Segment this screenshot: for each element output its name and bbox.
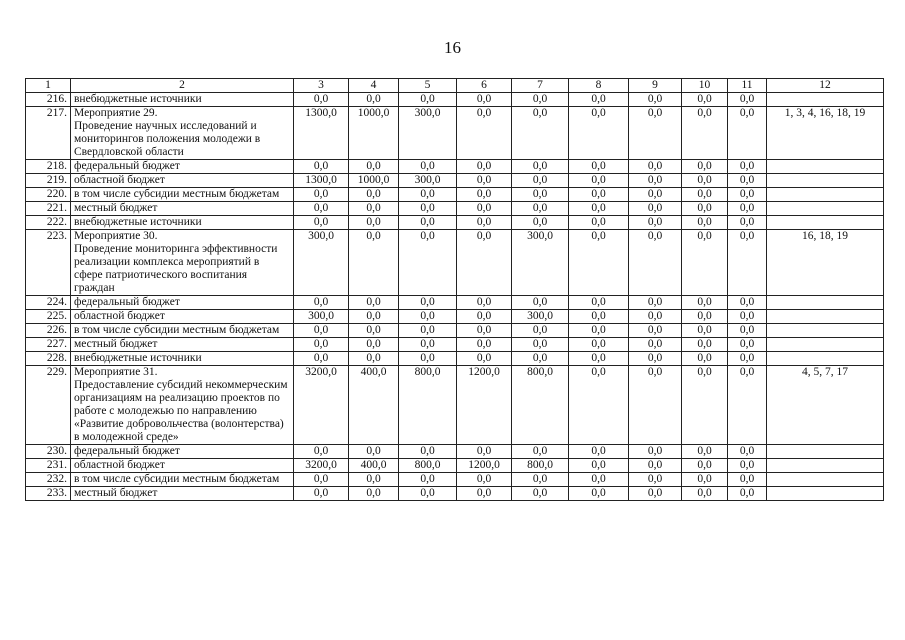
value-cell: 0,0 — [728, 459, 767, 473]
value-cell: 0,0 — [457, 352, 512, 366]
row-number: 220. — [26, 188, 71, 202]
table-body — [26, 79, 884, 501]
value-cell: 0,0 — [512, 202, 569, 216]
value-cell: 0,0 — [349, 216, 399, 230]
value-cell: 0,0 — [294, 216, 349, 230]
value-cell: 0,0 — [294, 296, 349, 310]
value-cell: 0,0 — [682, 366, 728, 445]
table-row — [26, 93, 884, 107]
value-cell: 0,0 — [399, 296, 457, 310]
value-cell: 0,0 — [512, 174, 569, 188]
value-cell: 0,0 — [682, 160, 728, 174]
value-cell: 0,0 — [569, 310, 629, 324]
value-cell: 0,0 — [512, 107, 569, 160]
value-cell: 800,0 — [512, 366, 569, 445]
value-cell: 0,0 — [629, 473, 682, 487]
value-cell: 0,0 — [294, 473, 349, 487]
header-cell: 7 — [512, 79, 569, 93]
value-cell: 0,0 — [728, 324, 767, 338]
value-cell: 0,0 — [682, 202, 728, 216]
row-number: 233. — [26, 487, 71, 501]
value-cell: 800,0 — [512, 459, 569, 473]
value-cell: 0,0 — [457, 473, 512, 487]
value-cell: 0,0 — [629, 188, 682, 202]
row-name: в том числе субсидии местным бюджетам — [71, 473, 294, 487]
target-indicators — [767, 352, 884, 366]
value-cell: 0,0 — [728, 93, 767, 107]
row-name: Мероприятие 31. Предоставление субсидий некоммерческим организациям на реализацию проектов по работе с молодежью по направлению «Развитие добровольчества (волонтерства) в молодежной среде» — [71, 366, 294, 445]
value-cell: 0,0 — [728, 338, 767, 352]
value-cell: 0,0 — [349, 487, 399, 501]
value-cell: 0,0 — [629, 216, 682, 230]
value-cell: 0,0 — [399, 310, 457, 324]
value-cell: 0,0 — [682, 459, 728, 473]
value-cell: 0,0 — [629, 352, 682, 366]
value-cell: 0,0 — [682, 93, 728, 107]
value-cell: 0,0 — [629, 107, 682, 160]
target-indicators: 4, 5, 7, 17 — [767, 366, 884, 445]
value-cell: 0,0 — [512, 445, 569, 459]
value-cell: 0,0 — [728, 296, 767, 310]
value-cell: 0,0 — [399, 216, 457, 230]
target-indicators — [767, 310, 884, 324]
row-number: 222. — [26, 216, 71, 230]
header-row — [26, 79, 884, 93]
value-cell: 0,0 — [457, 93, 512, 107]
value-cell: 0,0 — [569, 174, 629, 188]
row-name: внебюджетные источники — [71, 93, 294, 107]
row-number: 231. — [26, 459, 71, 473]
value-cell: 0,0 — [629, 202, 682, 216]
value-cell: 0,0 — [629, 174, 682, 188]
value-cell: 300,0 — [294, 230, 349, 296]
row-name: в том числе субсидии местным бюджетам — [71, 188, 294, 202]
value-cell: 0,0 — [629, 366, 682, 445]
value-cell: 300,0 — [399, 107, 457, 160]
table-row — [26, 188, 884, 202]
row-number: 229. — [26, 366, 71, 445]
value-cell: 0,0 — [682, 473, 728, 487]
value-cell: 0,0 — [512, 324, 569, 338]
value-cell: 0,0 — [457, 445, 512, 459]
value-cell: 0,0 — [569, 366, 629, 445]
value-cell: 0,0 — [728, 188, 767, 202]
value-cell: 0,0 — [457, 310, 512, 324]
value-cell: 0,0 — [457, 107, 512, 160]
value-cell: 0,0 — [682, 487, 728, 501]
value-cell: 0,0 — [728, 310, 767, 324]
row-name: федеральный бюджет — [71, 445, 294, 459]
value-cell: 300,0 — [399, 174, 457, 188]
page-number: 16 — [444, 38, 461, 57]
value-cell: 0,0 — [349, 310, 399, 324]
value-cell: 3200,0 — [294, 366, 349, 445]
header-cell: 3 — [294, 79, 349, 93]
row-name: внебюджетные источники — [71, 352, 294, 366]
row-number: 217. — [26, 107, 71, 160]
value-cell: 0,0 — [512, 188, 569, 202]
header-cell: 4 — [349, 79, 399, 93]
value-cell: 0,0 — [728, 160, 767, 174]
value-cell: 0,0 — [629, 445, 682, 459]
value-cell: 0,0 — [512, 296, 569, 310]
budget-table — [25, 78, 884, 501]
value-cell: 0,0 — [728, 202, 767, 216]
target-indicators — [767, 459, 884, 473]
value-cell: 0,0 — [294, 202, 349, 216]
value-cell: 0,0 — [457, 487, 512, 501]
value-cell: 0,0 — [294, 445, 349, 459]
value-cell: 0,0 — [728, 473, 767, 487]
value-cell: 0,0 — [512, 338, 569, 352]
value-cell: 0,0 — [349, 296, 399, 310]
target-indicators — [767, 473, 884, 487]
row-number: 221. — [26, 202, 71, 216]
value-cell: 0,0 — [399, 324, 457, 338]
value-cell: 0,0 — [512, 160, 569, 174]
value-cell: 0,0 — [682, 324, 728, 338]
value-cell: 0,0 — [399, 202, 457, 216]
table-row — [26, 324, 884, 338]
row-number: 228. — [26, 352, 71, 366]
value-cell: 0,0 — [457, 338, 512, 352]
value-cell: 0,0 — [629, 160, 682, 174]
value-cell: 0,0 — [682, 188, 728, 202]
header-cell: 6 — [457, 79, 512, 93]
value-cell: 0,0 — [629, 296, 682, 310]
value-cell: 0,0 — [682, 216, 728, 230]
target-indicators — [767, 338, 884, 352]
row-name: местный бюджет — [71, 202, 294, 216]
value-cell: 1000,0 — [349, 174, 399, 188]
value-cell: 0,0 — [349, 188, 399, 202]
value-cell: 400,0 — [349, 459, 399, 473]
value-cell: 400,0 — [349, 366, 399, 445]
value-cell: 0,0 — [629, 324, 682, 338]
value-cell: 0,0 — [728, 107, 767, 160]
value-cell: 0,0 — [457, 230, 512, 296]
row-name: областной бюджет — [71, 174, 294, 188]
row-name: Мероприятие 30. Проведение мониторинга эффективности реализации комплекса мероприятий в сфере патриотического воспитания граждан — [71, 230, 294, 296]
value-cell: 0,0 — [294, 338, 349, 352]
table-row — [26, 338, 884, 352]
value-cell: 0,0 — [294, 93, 349, 107]
target-indicators — [767, 487, 884, 501]
row-name: областной бюджет — [71, 310, 294, 324]
value-cell: 0,0 — [457, 188, 512, 202]
value-cell: 0,0 — [512, 352, 569, 366]
value-cell: 0,0 — [569, 202, 629, 216]
value-cell: 0,0 — [569, 473, 629, 487]
table-row — [26, 296, 884, 310]
target-indicators: 16, 18, 19 — [767, 230, 884, 296]
table-row — [26, 160, 884, 174]
table-row — [26, 202, 884, 216]
value-cell: 0,0 — [682, 174, 728, 188]
target-indicators — [767, 324, 884, 338]
value-cell: 3200,0 — [294, 459, 349, 473]
value-cell: 0,0 — [512, 93, 569, 107]
value-cell: 800,0 — [399, 366, 457, 445]
value-cell: 0,0 — [682, 338, 728, 352]
value-cell: 0,0 — [569, 487, 629, 501]
table-row — [26, 216, 884, 230]
target-indicators — [767, 202, 884, 216]
header-cell: 1 — [26, 79, 71, 93]
target-indicators — [767, 93, 884, 107]
value-cell: 0,0 — [682, 107, 728, 160]
value-cell: 300,0 — [512, 230, 569, 296]
value-cell: 0,0 — [457, 296, 512, 310]
table-row — [26, 174, 884, 188]
row-number: 218. — [26, 160, 71, 174]
value-cell: 0,0 — [629, 310, 682, 324]
row-name: федеральный бюджет — [71, 296, 294, 310]
value-cell: 800,0 — [399, 459, 457, 473]
value-cell: 0,0 — [569, 107, 629, 160]
value-cell: 0,0 — [629, 459, 682, 473]
value-cell: 0,0 — [457, 174, 512, 188]
value-cell: 0,0 — [349, 93, 399, 107]
row-name: внебюджетные источники — [71, 216, 294, 230]
value-cell: 0,0 — [399, 352, 457, 366]
value-cell: 0,0 — [569, 160, 629, 174]
value-cell: 0,0 — [399, 188, 457, 202]
target-indicators: 1, 3, 4, 16, 18, 19 — [767, 107, 884, 160]
value-cell: 0,0 — [512, 487, 569, 501]
value-cell: 0,0 — [512, 473, 569, 487]
value-cell: 0,0 — [399, 473, 457, 487]
value-cell: 0,0 — [629, 338, 682, 352]
header-cell: 5 — [399, 79, 457, 93]
row-number: 224. — [26, 296, 71, 310]
table-row — [26, 487, 884, 501]
value-cell: 0,0 — [399, 445, 457, 459]
value-cell: 0,0 — [569, 352, 629, 366]
value-cell: 0,0 — [569, 324, 629, 338]
value-cell: 0,0 — [294, 487, 349, 501]
header-cell: 11 — [728, 79, 767, 93]
value-cell: 0,0 — [728, 174, 767, 188]
value-cell: 0,0 — [457, 324, 512, 338]
table-row — [26, 352, 884, 366]
header-cell: 10 — [682, 79, 728, 93]
row-name: местный бюджет — [71, 338, 294, 352]
value-cell: 1200,0 — [457, 459, 512, 473]
target-indicators — [767, 188, 884, 202]
row-name: местный бюджет — [71, 487, 294, 501]
value-cell: 300,0 — [512, 310, 569, 324]
table-row — [26, 459, 884, 473]
value-cell: 0,0 — [512, 216, 569, 230]
value-cell: 0,0 — [294, 160, 349, 174]
target-indicators — [767, 445, 884, 459]
row-number: 216. — [26, 93, 71, 107]
value-cell: 1200,0 — [457, 366, 512, 445]
value-cell: 0,0 — [294, 324, 349, 338]
value-cell: 0,0 — [457, 216, 512, 230]
target-indicators — [767, 296, 884, 310]
value-cell: 0,0 — [349, 473, 399, 487]
value-cell: 0,0 — [682, 230, 728, 296]
table-row — [26, 230, 884, 296]
value-cell: 0,0 — [629, 93, 682, 107]
table-row — [26, 366, 884, 445]
row-name: в том числе субсидии местным бюджетам — [71, 324, 294, 338]
value-cell: 0,0 — [569, 459, 629, 473]
value-cell: 1300,0 — [294, 107, 349, 160]
value-cell: 0,0 — [682, 310, 728, 324]
value-cell: 0,0 — [569, 93, 629, 107]
value-cell: 0,0 — [569, 216, 629, 230]
value-cell: 0,0 — [728, 366, 767, 445]
value-cell: 0,0 — [399, 230, 457, 296]
value-cell: 0,0 — [399, 93, 457, 107]
row-number: 230. — [26, 445, 71, 459]
value-cell: 300,0 — [294, 310, 349, 324]
row-number: 219. — [26, 174, 71, 188]
value-cell: 0,0 — [682, 445, 728, 459]
value-cell: 0,0 — [569, 338, 629, 352]
row-number: 226. — [26, 324, 71, 338]
table-row — [26, 310, 884, 324]
value-cell: 0,0 — [682, 296, 728, 310]
value-cell: 0,0 — [728, 445, 767, 459]
value-cell: 0,0 — [399, 338, 457, 352]
value-cell: 0,0 — [399, 487, 457, 501]
value-cell: 0,0 — [728, 230, 767, 296]
value-cell: 0,0 — [294, 352, 349, 366]
value-cell: 0,0 — [349, 202, 399, 216]
value-cell: 0,0 — [728, 216, 767, 230]
value-cell: 0,0 — [682, 352, 728, 366]
target-indicators — [767, 160, 884, 174]
value-cell: 0,0 — [349, 324, 399, 338]
value-cell: 0,0 — [629, 487, 682, 501]
value-cell: 0,0 — [629, 230, 682, 296]
row-name: областной бюджет — [71, 459, 294, 473]
value-cell: 0,0 — [569, 445, 629, 459]
table-row — [26, 445, 884, 459]
value-cell: 1300,0 — [294, 174, 349, 188]
value-cell: 0,0 — [569, 188, 629, 202]
value-cell: 0,0 — [294, 188, 349, 202]
header-cell: 8 — [569, 79, 629, 93]
row-number: 227. — [26, 338, 71, 352]
value-cell: 0,0 — [349, 338, 399, 352]
row-name: Мероприятие 29. Проведение научных исследований и мониторингов положения молодежи в Свердловской области — [71, 107, 294, 160]
table-row — [26, 473, 884, 487]
value-cell: 0,0 — [569, 230, 629, 296]
value-cell: 0,0 — [399, 160, 457, 174]
row-number: 225. — [26, 310, 71, 324]
row-number: 232. — [26, 473, 71, 487]
value-cell: 1000,0 — [349, 107, 399, 160]
table-row — [26, 107, 884, 160]
header-cell: 2 — [71, 79, 294, 93]
value-cell: 0,0 — [457, 160, 512, 174]
value-cell: 0,0 — [349, 352, 399, 366]
value-cell: 0,0 — [349, 160, 399, 174]
row-name: федеральный бюджет — [71, 160, 294, 174]
value-cell: 0,0 — [569, 296, 629, 310]
value-cell: 0,0 — [349, 445, 399, 459]
header-cell: 9 — [629, 79, 682, 93]
value-cell: 0,0 — [728, 487, 767, 501]
value-cell: 0,0 — [349, 230, 399, 296]
value-cell: 0,0 — [457, 202, 512, 216]
row-number: 223. — [26, 230, 71, 296]
target-indicators — [767, 216, 884, 230]
value-cell: 0,0 — [728, 352, 767, 366]
header-cell: 12 — [767, 79, 884, 93]
target-indicators — [767, 174, 884, 188]
